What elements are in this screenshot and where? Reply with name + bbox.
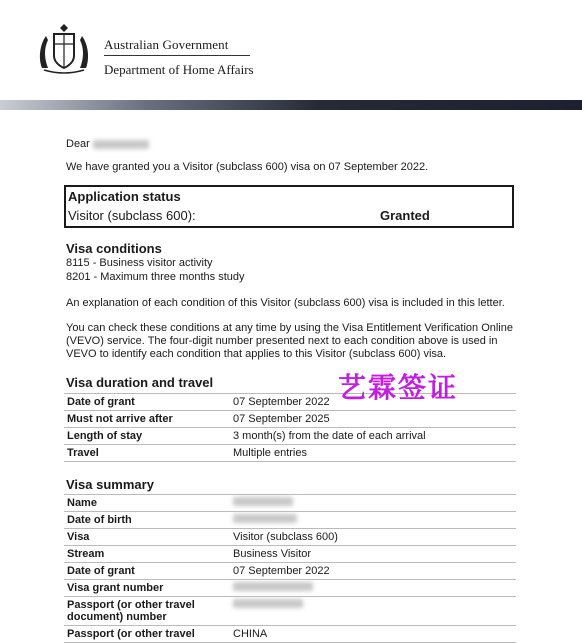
row-key: Must not arrive after xyxy=(64,411,230,428)
row-key: Length of stay xyxy=(64,428,230,445)
condition-item: 8115 - Business visitor activity xyxy=(66,257,213,269)
table-row xyxy=(64,563,516,580)
row-value xyxy=(230,512,516,529)
conditions-heading: Visa conditions xyxy=(66,241,162,256)
vevo-line-3: VEVO to identify each condition that applies to this Visitor (subclass 600) visa. xyxy=(66,348,447,360)
row-key: Date of birth xyxy=(64,512,230,529)
row-value: Visitor (subclass 600) xyxy=(230,529,516,546)
status-title: Application status xyxy=(68,189,181,204)
redacted-value xyxy=(233,582,313,591)
status-label: Visitor (subclass 600): xyxy=(68,208,196,223)
vevo-line-2: (VEVO) service. The four-digit number presented next to each condition above is used in xyxy=(66,335,498,347)
row-key: Visa xyxy=(64,529,230,546)
row-value: 3 month(s) from the date of each arrival xyxy=(230,428,516,445)
table-row xyxy=(64,428,516,445)
redacted-value xyxy=(233,514,297,523)
table-row xyxy=(64,546,516,563)
table-row xyxy=(64,512,516,529)
row-value: CHINA xyxy=(230,626,516,643)
row-key: Date of grant xyxy=(64,394,230,411)
row-value xyxy=(230,597,516,626)
row-value: 07 September 2025 xyxy=(230,411,516,428)
grant-sentence: We have granted you a Visitor (subclass 600) visa on 07 September 2022. xyxy=(66,161,429,173)
row-key: Name xyxy=(64,495,230,512)
row-key: Stream xyxy=(64,546,230,563)
department-name: Department of Home Affairs xyxy=(104,62,254,77)
table-row xyxy=(64,580,516,597)
row-key: Passport (or other travel xyxy=(64,626,230,643)
vevo-line-1: You can check these conditions at any time by using the Visa Entitlement Verification Online xyxy=(66,322,513,334)
row-key: Date of grant xyxy=(64,563,230,580)
row-key: Travel xyxy=(64,445,230,462)
conditions-explanation: An explanation of each condition of this Visitor (subclass 600) visa is included in this letter. xyxy=(66,297,505,309)
redacted-name xyxy=(93,140,149,149)
row-value: Business Visitor xyxy=(230,546,516,563)
row-value: Multiple entries xyxy=(230,445,516,462)
header-band xyxy=(0,100,582,110)
coat-of-arms-icon xyxy=(34,24,94,76)
gov-line-1: Australian Government xyxy=(104,37,229,52)
redacted-value xyxy=(233,599,303,608)
salutation: Dear xyxy=(66,138,149,151)
table-row xyxy=(64,529,516,546)
redacted-value xyxy=(233,497,293,506)
status-value: Granted xyxy=(380,208,430,223)
row-value xyxy=(230,580,516,597)
condition-item: 8201 - Maximum three months study xyxy=(66,271,245,283)
summary-table xyxy=(64,494,516,643)
header-divider xyxy=(104,55,250,56)
row-value: 07 September 2022 xyxy=(230,394,516,411)
row-value xyxy=(230,495,516,512)
row-key: Visa grant number xyxy=(64,580,230,597)
watermark-text: 艺霖签证 xyxy=(338,371,459,404)
table-row xyxy=(64,597,516,626)
row-key: Passport (or other travel document) number xyxy=(64,597,230,626)
row-value: 07 September 2022 xyxy=(230,563,516,580)
table-row xyxy=(64,495,516,512)
table-row xyxy=(64,445,516,462)
table-row xyxy=(64,411,516,428)
duration-heading: Visa duration and travel xyxy=(66,375,214,390)
summary-heading: Visa summary xyxy=(66,477,154,492)
